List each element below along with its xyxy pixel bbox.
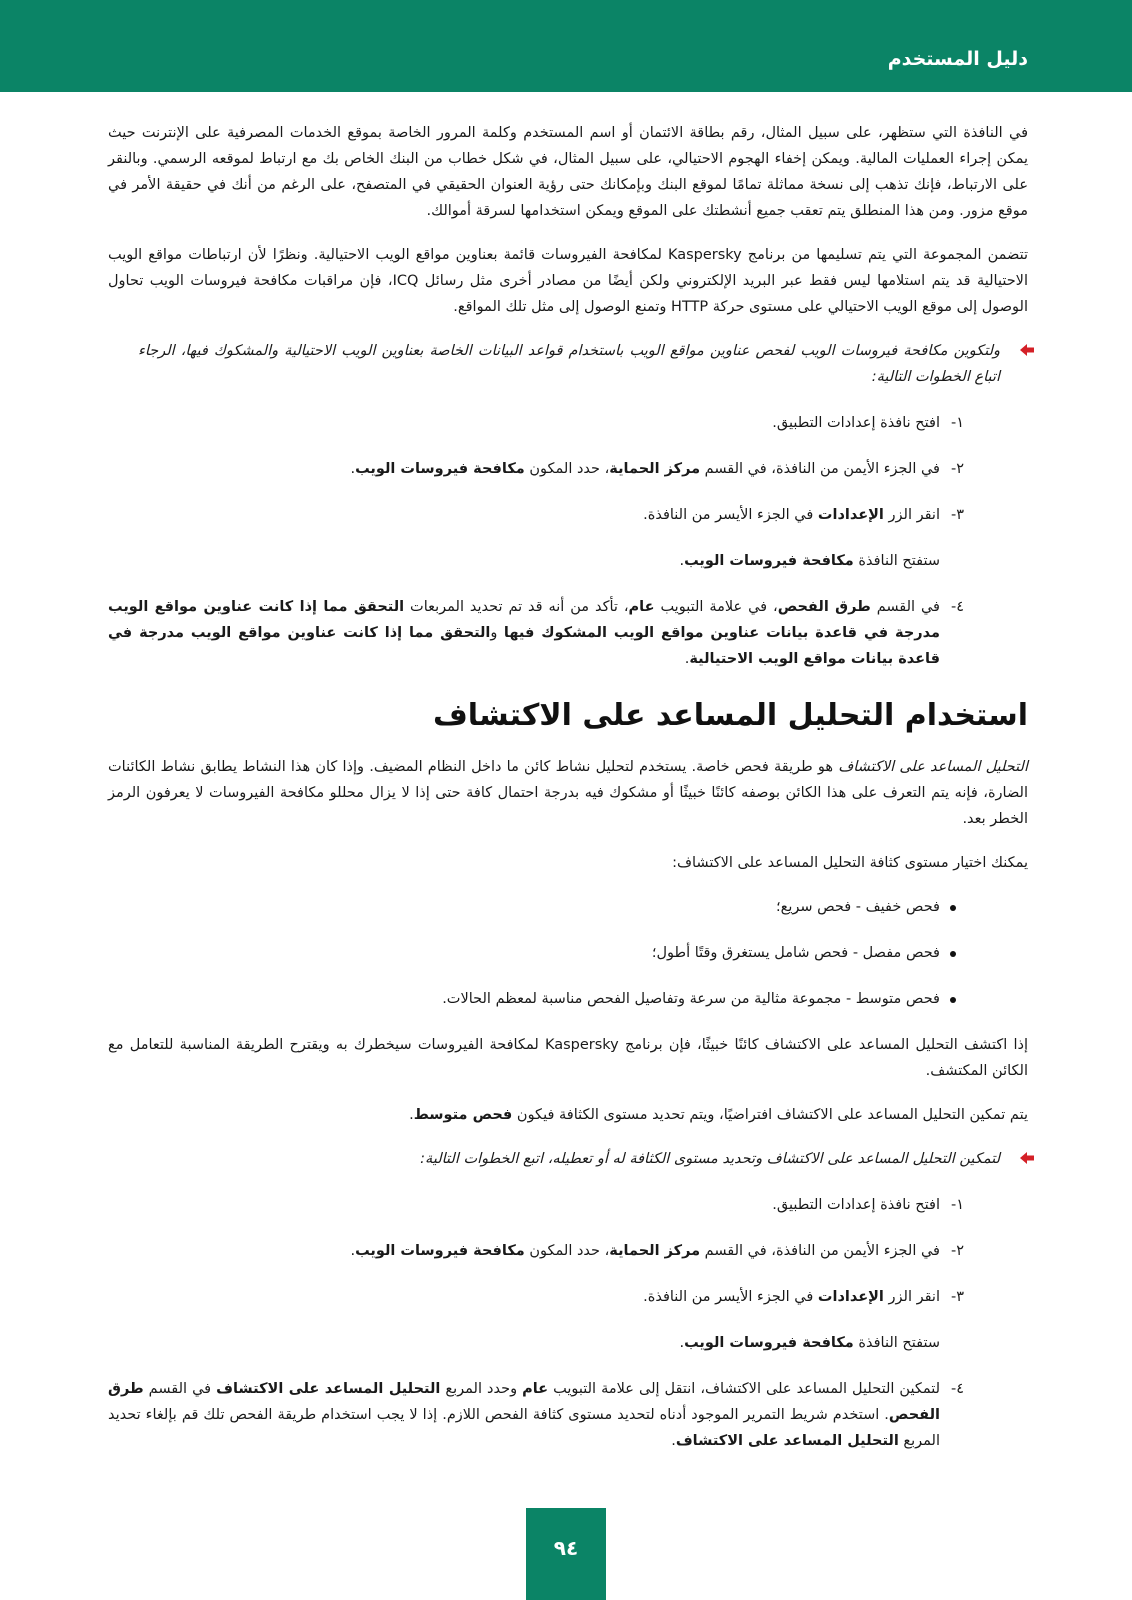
button-name: الإعدادات: [817, 507, 884, 523]
step-number: ١-: [950, 415, 964, 431]
red-arrow-icon: [1020, 344, 1034, 356]
steps-list-1: [108, 410, 1028, 672]
step-text: . استخدم شريط التمرير الموجود أدناه لتحديد مستوى كثافة الفحص اللازم. إذا لا يجب استخدام طريقة الفحص تلك قم بإلغاء تحديد المربع: [108, 1407, 940, 1449]
section-name: مركز الحماية: [609, 1243, 701, 1259]
intro-paragraph: في النافذة التي ستظهر، على سبيل المثال، رقم بطاقة الائتمان أو اسم المستخدم وكلمة المرور الخاصة بموقع الخدمات المصرفية على الإنترنت حيث يمكن إجراء العمليات المالية. ويمكن إخفاء الهجوم الاحتيالي، على سبيل المثال، في شكل خطاب من البنك الخاص بك مع ارتباط لموقعه الرسمي. وبالنقر على الارتباط، فإنك تذهب إلى نسخة مماثلة تمامًا لموقع البنك وبإمكانك حتى رؤية العنوان الحقيقي في المتصفح، على الرغم من أنك في حقيقة الأمر في موقع مزور. ومن هذا المنطلق يتم تعقب جميع أنشطتك على الموقع ويمكن استخدامها لسرقة أموالك.: [108, 125, 1028, 219]
levels-intro-paragraph: يمكنك اختيار مستوى كثافة التحليل المساعد على الاكتشاف:: [672, 855, 1028, 871]
tab-name: عام: [522, 1381, 549, 1397]
step-text: في الجزء الأيمن من النافذة، في القسم: [700, 461, 940, 477]
page-number: ٩٤: [553, 1536, 579, 1560]
step-text: .: [350, 461, 356, 477]
step-item: [108, 410, 1028, 436]
kaspersky-list-paragraph: تتضمن المجموعة التي يتم تسليمها من برنامج Kaspersky لمكافحة الفيروسات قائمة بعناوين مواقع الويب الاحتيالية. ونظرًا لأن ارتباطات مواقع الويب الاحتيالية قد يتم استلامها ليس فقط عبر البريد الإلكتروني ولكن أيضًا من مصادر أخرى مثل رسائل ICQ، فإن مراقبات مكافحة فيروسات الويب تحاول الوصول إلى موقع الويب الاحتيالي على مستوى حركة HTTP وتمنع الوصول إلى مثل تلك المواقع.: [108, 247, 1028, 315]
button-name: الإعدادات: [817, 1289, 884, 1305]
paragraph-text: يتم تمكين التحليل المساعد على الاكتشاف افتراضيًا، ويتم تحديد مستوى الكثافة فيكون: [512, 1107, 1028, 1123]
component-name: مكافحة فيروسات الويب: [355, 461, 525, 477]
default-level-paragraph: [108, 1102, 1028, 1128]
step-text: .: [350, 1243, 356, 1259]
step-text: في الجزء الأيسر من النافذة.: [643, 1289, 818, 1305]
step-number: ٢-: [950, 461, 964, 477]
step-text: في الجزء الأيسر من النافذة.: [643, 507, 818, 523]
page-number-tab: [526, 1508, 606, 1600]
step-text: .: [679, 1335, 685, 1351]
step-text: افتح نافذة إعدادات التطبيق.: [772, 415, 940, 431]
paragraph-text: .: [409, 1107, 414, 1123]
step-text: ستفتح النافذة: [853, 1335, 940, 1351]
step-number: ٤-: [950, 1381, 964, 1397]
list-item-text: فحص متوسط - مجموعة مثالية من سرعة وتفاصيل الفحص مناسبة لمعظم الحالات.: [442, 991, 940, 1007]
step-text: وحدد المربع: [440, 1381, 523, 1397]
step-number: ٣-: [950, 507, 964, 523]
red-arrow-icon: [1020, 1152, 1034, 1164]
instruction-note: [108, 1146, 1036, 1172]
step-number: ١-: [950, 1197, 964, 1213]
page-header: [0, 0, 1132, 92]
step-text: .: [679, 553, 685, 569]
step-result: [108, 1330, 1028, 1356]
step-text: ، في علامة التبويب: [654, 599, 778, 615]
window-name: مكافحة فيروسات الويب: [684, 1335, 854, 1351]
section-name: مركز الحماية: [609, 461, 701, 477]
step-item: [108, 1238, 1028, 1264]
steps-list-2: [108, 1192, 1028, 1454]
bullet-icon: [950, 905, 956, 911]
step-item: [108, 594, 1028, 672]
list-item-text: فحص خفيف - فحص سريع؛: [776, 899, 940, 915]
step-text: و: [490, 625, 504, 641]
step-text: لتمكين التحليل المساعد على الاكتشاف، انتقل إلى علامة التبويب: [548, 1381, 941, 1397]
window-name: مكافحة فيروسات الويب: [684, 553, 854, 569]
step-text: في القسم: [143, 1381, 217, 1397]
step-text: انقر الزر: [883, 507, 940, 523]
step-item: [108, 456, 1028, 482]
list-item: [108, 940, 1028, 966]
page-content: [108, 120, 1028, 1474]
level-name: فحص متوسط: [413, 1107, 513, 1123]
step-text: ، حدد المكون: [524, 461, 610, 477]
checkbox-name: التحقق مما إذا كانت عناوين مواقع الويب مدرجة في قاعدة بيانات مواقع الويب الاحتيالية: [108, 625, 940, 667]
step-number: ٢-: [950, 1243, 964, 1259]
heuristic-definition-paragraph: [108, 754, 1028, 832]
step-number: ٤-: [950, 599, 964, 615]
levels-list: [108, 894, 1028, 1012]
detection-paragraph: إذا اكتشف التحليل المساعد على الاكتشاف كائنًا خبيثًا، فإن برنامج Kaspersky لمكافحة الفيروسات سيخطرك به ويقترح الطريقة المناسبة للتعامل مع الكائن المكتشف.: [108, 1037, 1028, 1079]
step-text: ، تأكد من أنه قد تم تحديد المربعات: [404, 599, 629, 615]
step-text: .: [671, 1433, 676, 1449]
component-name: مكافحة فيروسات الويب: [355, 1243, 525, 1259]
paragraph-text: هو طريقة فحص خاصة. يستخدم لتحليل نشاط كائن ما داخل النظام المضيف. وإذا كان هذا النشاط يطابق نشاط الكائنات الضارة، فإنه يتم التعرف على هذا الكائن بوصفه كائنًا خبيثًا أو مشكوك فيه بدرجة احتمال كافة حتى إذا لا يزال محللو مكافحة الفيروسات لا يعرفون الرمز الخطر بعد.: [108, 759, 1028, 827]
step-item: [108, 1376, 1028, 1454]
section-name: طرق الفحص: [108, 1381, 940, 1423]
checkbox-name: التحقق مما إذا كانت عناوين مواقع الويب مدرجة في قاعدة بيانات عناوين مواقع الويب المشكوك فيها: [108, 599, 940, 641]
step-text: ستفتح النافذة: [853, 553, 940, 569]
step-item: [108, 1192, 1028, 1218]
step-text: انقر الزر: [883, 1289, 940, 1305]
bullet-icon: [950, 997, 956, 1003]
note-text: ولتكوين مكافحة فيروسات الويب لفحص عناوين مواقع الويب باستخدام قواعد البيانات الخاصة بعناوين الويب الاحتيالية والمشكوك فيها، الرجاء اتباع الخطوات التالية:: [138, 343, 1000, 385]
bullet-icon: [950, 951, 956, 957]
step-item: [108, 1284, 1028, 1310]
list-item: [108, 894, 1028, 920]
step-result: [108, 548, 1028, 574]
note-text: لتمكين التحليل المساعد على الاكتشاف وتحديد مستوى الكثافة له أو تعطيله، اتبع الخطوات التالية:: [420, 1151, 1000, 1167]
step-text: افتح نافذة إعدادات التطبيق.: [772, 1197, 940, 1213]
step-text: في القسم: [870, 599, 940, 615]
step-item: [108, 502, 1028, 528]
list-item-text: فحص مفصل - فحص شامل يستغرق وقتًا أطول؛: [651, 945, 940, 961]
checkbox-name: التحليل المساعد على الاكتشاف: [216, 1381, 441, 1397]
step-text: .: [684, 651, 690, 667]
section-heading: استخدام التحليل المساعد على الاكتشاف: [432, 698, 1028, 733]
step-number: ٣-: [950, 1289, 964, 1305]
step-text: ، حدد المكون: [524, 1243, 610, 1259]
term: التحليل المساعد على الاكتشاف: [838, 759, 1028, 775]
section-name: طرق الفحص: [777, 599, 871, 615]
checkbox-name: التحليل المساعد على الاكتشاف: [675, 1433, 899, 1449]
header-title: دليل المستخدم: [887, 48, 1028, 70]
instruction-note: [108, 338, 1036, 390]
tab-name: عام: [628, 599, 655, 615]
list-item: [108, 986, 1028, 1012]
step-text: في الجزء الأيمن من النافذة، في القسم: [700, 1243, 940, 1259]
